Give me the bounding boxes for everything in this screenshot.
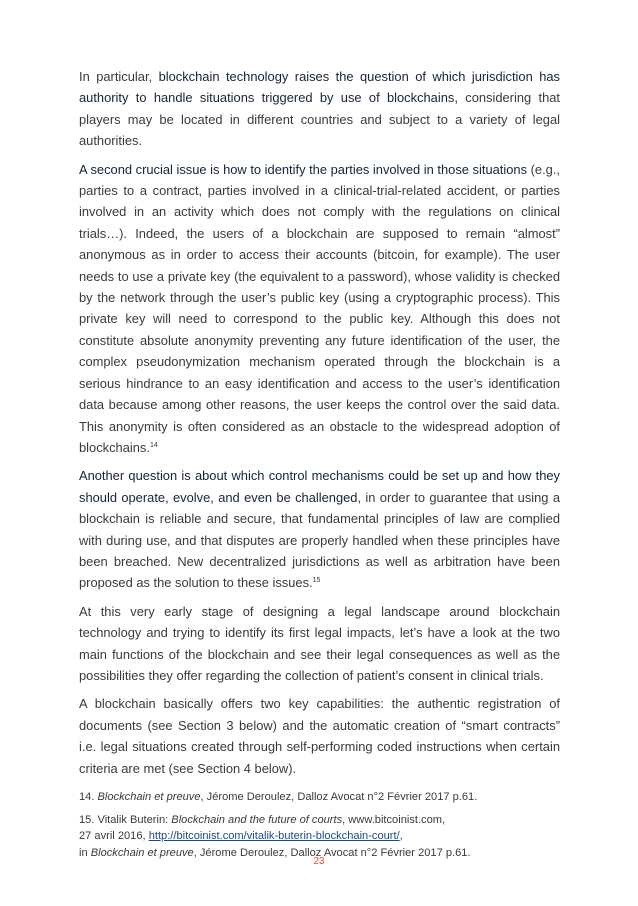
footnote-text: in: [79, 846, 91, 859]
footnote-number: 15. Vitalik Buterin:: [79, 813, 172, 826]
footnote-ref-14[interactable]: 14: [149, 441, 158, 449]
document-page: [79, 66, 560, 867]
paragraph-text: considering that players may be located in different countries and subject to a variety of legal authorities.: [79, 90, 560, 149]
paragraph-early-stage: At this very early stage of designing a legal landscape around blockchain technology and trying to identify its first legal impacts, let’s have a look at the two main functions of the blockchain and see their legal consequences as well as the possibilities they offer regarding the collection of patient’s consent in clinical trials.: [79, 603, 560, 683]
paragraph-jurisdiction: [79, 66, 560, 152]
footnote-text: 27 avril 2016,: [79, 830, 149, 842]
paragraph-key-capabilities: A blockchain basically offers two key capabilities: the authentic registration of documents (see Section 3 below) and the automatic creation of “smart contracts” i.e. legal situations created through self-performing coded instructions when certain criteria are met (see Section 4 below).: [79, 696, 560, 776]
footnote-text: , Jérome Deroulez, Dalloz Avocat n°2 Février 2017 p.61.: [200, 791, 478, 803]
footnote-link[interactable]: http://bitcoinist.com/vitalik-buterin-blockchain-court/: [148, 830, 400, 842]
paragraph-control-mechanisms: [79, 465, 560, 593]
footnote-title: Blockchain et preuve: [90, 846, 194, 859]
paragraph-identification: [79, 159, 560, 459]
highlighted-phrase: A second crucial issue is how to identify the parties involved in those situations: [79, 161, 528, 177]
highlighted-phrase: blockchain technology raises the question of which jurisdiction has authority to handle situations triggered by use of blockchains,: [79, 69, 560, 106]
footnote-title: Blockchain and the future of courts: [171, 813, 343, 826]
footnote-text: , Jérome Deroulez, Dalloz Avocat n°2 Février 2017 p.61.: [193, 846, 471, 859]
footnote-title: Blockchain et preuve: [97, 791, 201, 803]
footnote-ref-15[interactable]: 15: [312, 577, 321, 585]
footnote-15: [79, 812, 560, 862]
footnote-text: , www.bitcoinist.com,: [342, 813, 446, 826]
footnote-14: [79, 789, 560, 806]
page-number: 23: [313, 856, 325, 867]
paragraph-text: , in order to guarantee that using a blockchain is reliable and secure, that fundamental principles of law are complied with during use, and that disputes are properly handled when these principles have been breached. New decentralized jurisdictions as well as arbitration have been proposed as the solution to these issues.: [79, 489, 561, 591]
footnote-number: 14.: [79, 791, 98, 803]
paragraph-text: (e.g., parties to a contract, parties involved in a clinical-trial-related accident, or parties involved in an activity which does not comply with the regulations on clinical trials…). Indeed, the users of a blockchain are supposed to remain “almost” anonymous as in order to access their accounts (bitcoin, for example). The user needs to use a private key (the equivalent to a password), whose validity is checked by the network through the user’s public key (using a cryptographic process). This private key will need to correspond to the public key. Although this does not constitute absolute anonymity preventing any future identification of the user, the complex pseudonymization mechanism operated through the blockchain is a serious hindrance to an easy identification and access to the user’s identification data because among other reasons, the user keeps the control over the said data. This anonymity is often considered as an obstacle to the widespread adoption of blockchains.: [79, 161, 560, 455]
footnotes: [79, 789, 560, 861]
highlighted-phrase: Another question is about which control mechanisms could be set up and how they should operate, evolve, and even be challenged: [79, 468, 560, 505]
paragraph-text: In particular,: [79, 69, 159, 84]
footnote-text: ,: [399, 830, 403, 842]
